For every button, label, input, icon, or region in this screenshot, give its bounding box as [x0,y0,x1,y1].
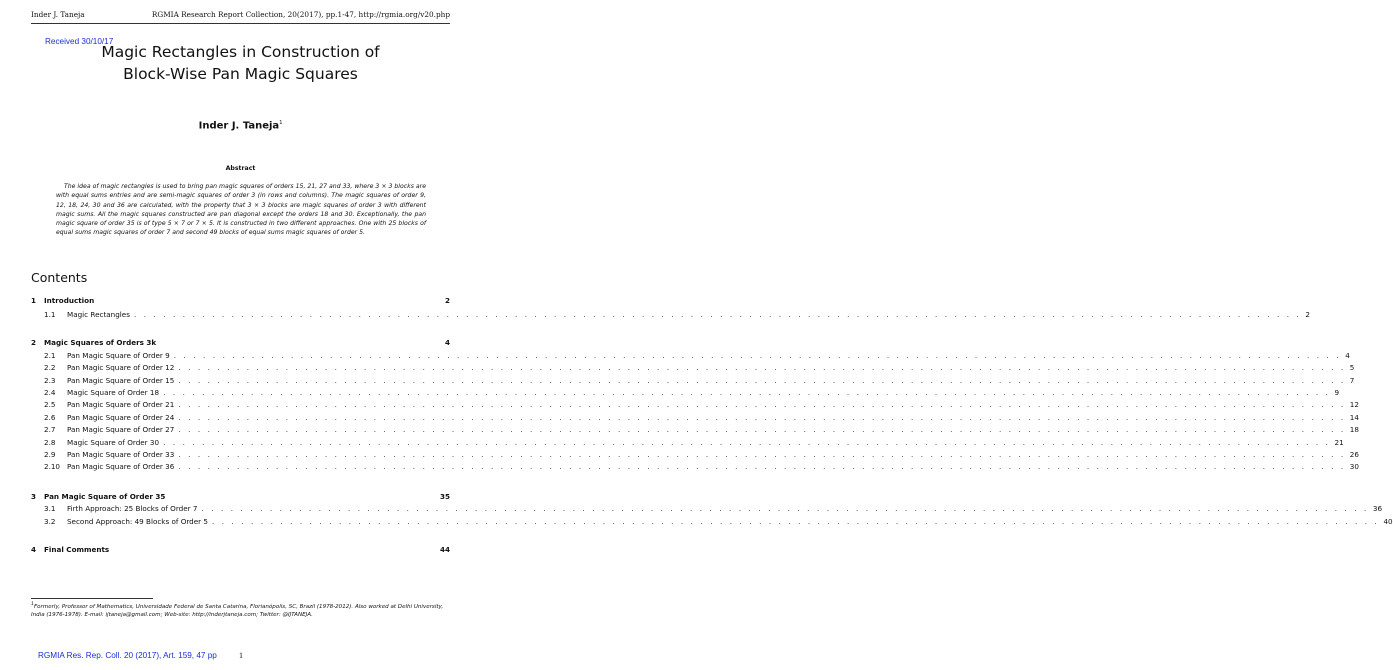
toc-page-number: 14 [1349,413,1359,422]
toc-page-number: 4 [444,338,450,347]
page-number: 1 [239,651,243,660]
author-name: Inder J. Taneja [198,120,280,132]
toc-subsection[interactable] [31,413,1359,424]
toc-title: Pan Magic Square of Order 9 [67,351,170,360]
toc-leader-dots: . . . . . . . . . . . . . . . . . . . . . . . . . . . . . . . . . . . . . . . . . . . . . . . . . . . . . . . . . . . . . . . . . . . . . . . . . . . . . . . . . . . . . . . . . . . . . . . . . . . . . . . . . . . . . . . . . . . . . . . . [173,351,1342,360]
toc-number: 3 [31,492,37,501]
toc-section[interactable] [31,545,450,556]
toc-page-number: 12 [1349,400,1359,409]
toc-leader-dots: . . . . . . . . . . . . . . . . . . . . . . . . . . . . . . . . . . . . . . . . . . . . . . . . . . . . . . . . . . . . . . . . . . . . . . . . . . . . . . . . . . . . . . . . . . . . . . . . . . . . . . . . . . . . . . . . . . . . . . . . [178,376,1346,385]
toc-number: 2.5 [44,400,56,409]
toc-leader-dots: . . . . . . . . . . . . . . . . . . . . . . . . . . . . . . . . . . . . . . . . . . . . . . . . . . . . . . . . . . . . . . . . . . . . . . . . . . . . . . . . . . . . . . . . . . . . . . . . . . . . . . . . . . . . . . . . . . . . . . . . [178,462,1346,471]
footnote-text: Formerly, Professor of Mathematics, Universidade Federal de Santa Catarina, Florianópolis, SC, Brazil (1978-2012). Also worked at Delhi University, India (1976-1978). E-mail: ijtaneja@gmail.com; Web-site: http://inderjtaneja.com; Twitter: @IJTANEJA. [31,603,444,619]
title-line-1: Magic Rectangles in Construction of [101,43,380,61]
toc-title: Pan Magic Square of Order 27 [67,425,175,434]
toc-number: 4 [31,545,37,554]
footnote-mark: 1 [31,602,34,607]
toc-section[interactable] [31,338,450,349]
toc-section[interactable] [31,296,450,307]
toc-title: Pan Magic Square of Order 15 [67,376,175,385]
toc-number: 2.1 [44,351,56,360]
toc-subsection[interactable] [31,504,1383,515]
toc-subsection[interactable] [31,310,1310,321]
toc-number: 2.2 [44,363,56,372]
header-journal: RGMIA Research Report Collection, 20(2017), pp.1-47, http://rgmia.org/v20.php [151,10,450,19]
abstract-heading: Abstract [225,165,256,172]
received-stamp: Received 30/10/17 [45,37,114,46]
toc-number: 2.3 [44,376,56,385]
table-of-contents [31,0,1393,670]
header-author: Inder J. Taneja [31,10,85,19]
abstract-text: The idea of magic rectangles is used to bring pan magic squares of orders 15, 21, 27 and 33, where 3 × 3 blocks are with equal sums entries and are semi-magic squares of order 3 (in rows and columns). The magic squares of order 9, 12, 18, 24, 30 and 36 are calculated, with the property that 3 × 3 blocks are magic squares of order 3 with different magic sums. All the magic squares constructed are pan diagonal except the orders 18 and 30. Exceptionally, the pan magic square of order 35 is of type 5 × 7 or 7 × 5. It is constructed in two different approaches. One with 25 blocks of equal sums magic squares of order 7 and second 49 blocks of equal sums magic squares of order 5. [56,183,426,237]
footer-citation: RGMIA Res. Rep. Coll. 20 (2017), Art. 159, 47 pp [38,651,217,660]
footnote-rule [31,598,153,599]
footnote [31,601,450,619]
toc-title: Second Approach: 49 Blocks of Order 5 [67,517,208,526]
toc-subsection[interactable] [31,388,1340,399]
contents-heading: Contents [31,270,88,285]
toc-page-number: 35 [439,492,450,501]
toc-title: Magic Square of Order 18 [67,388,160,397]
toc-page-number: 36 [1372,504,1383,513]
toc-subsection[interactable] [31,517,1393,528]
toc-page-number: 2 [1305,310,1310,319]
toc-number: 2 [31,338,37,347]
toc-number: 2.10 [44,462,61,471]
toc-subsection[interactable] [31,363,1355,374]
toc-page-number: 2 [444,296,450,305]
toc-page-number: 4 [1345,351,1350,360]
toc-subsection[interactable] [31,376,1355,387]
toc-subsection[interactable] [31,351,1350,362]
toc-title: Firth Approach: 25 Blocks of Order 7 [67,504,198,513]
toc-page-number: 30 [1349,462,1359,471]
toc-leader-dots: . . . . . . . . . . . . . . . . . . . . . . . . . . . . . . . . . . . . . . . . . . . . . . . . . . . . . . . . . . . . . . . . . . . . . . . . . . . . . . . . . . . . . . . . . . . . . . . . . . . . . . . . . . . . . . . . . . . . . . . . [211,517,1380,526]
toc-subsection[interactable] [31,400,1359,411]
toc-page-number: 18 [1349,425,1359,434]
toc-section[interactable] [31,492,450,503]
toc-leader-dots: . . . . . . . . . . . . . . . . . . . . . . . . . . . . . . . . . . . . . . . . . . . . . . . . . . . . . . . . . . . . . . . . . . . . . . . . . . . . . . . . . . . . . . . . . . . . . . . . . . . . . . . . . . . . . . . . . . . . . . . . [133,310,1302,319]
toc-subsection[interactable] [31,438,1344,449]
toc-page-number: 26 [1349,450,1359,459]
toc-leader-dots: . . . . . . . . . . . . . . . . . . . . . . . . . . . . . . . . . . . . . . . . . . . . . . . . . . . . . . . . . . . . . . . . . . . . . . . . . . . . . . . . . . . . . . . . . . . . . . . . . . . . . . . . . . . . . . . . . . . . . . . . [178,400,1346,409]
toc-leader-dots: . . . . . . . . . . . . . . . . . . . . . . . . . . . . . . . . . . . . . . . . . . . . . . . . . . . . . . . . . . . . . . . . . . . . . . . . . . . . . . . . . . . . . . . . . . . . . . . . . . . . . . . . . . . . . . . . . . . . . . . . [163,388,1331,397]
title-line-2: Block-Wise Pan Magic Squares [123,65,358,83]
toc-title: Magic Squares of Orders 3k [44,338,157,347]
toc-number: 2.8 [44,438,56,447]
toc-number: 3.1 [44,504,56,513]
toc-title: Pan Magic Square of Order 35 [44,492,166,501]
toc-subsection[interactable] [31,425,1359,436]
toc-title: Magic Rectangles [67,310,130,319]
toc-subsection[interactable] [31,450,1359,461]
toc-leader-dots: . . . . . . . . . . . . . . . . . . . . . . . . . . . . . . . . . . . . . . . . . . . . . . . . . . . . . . . . . . . . . . . . . . . . . . . . . . . . . . . . . . . . . . . . . . . . . . . . . . . . . . . . . . . . . . . . . . . . . . . . [178,413,1346,422]
toc-page-number: 9 [1334,388,1340,397]
toc-title: Pan Magic Square of Order 33 [67,450,175,459]
toc-number: 1 [31,296,37,305]
toc-number: 2.9 [44,450,56,459]
toc-page-number: 44 [439,545,450,554]
toc-leader-dots: . . . . . . . . . . . . . . . . . . . . . . . . . . . . . . . . . . . . . . . . . . . . . . . . . . . . . . . . . . . . . . . . . . . . . . . . . . . . . . . . . . . . . . . . . . . . . . . . . . . . . . . . . . . . . . . . . . . . . . . . [178,363,1346,372]
toc-leader-dots: . . . . . . . . . . . . . . . . . . . . . . . . . . . . . . . . . . . . . . . . . . . . . . . . . . . . . . . . . . . . . . . . . . . . . . . . . . . . . . . . . . . . . . . . . . . . . . . . . . . . . . . . . . . . . . . . . . . . . . . . [178,450,1346,459]
toc-title: Pan Magic Square of Order 24 [67,413,175,422]
toc-number: 1.1 [44,310,56,319]
toc-number: 2.6 [44,413,56,422]
toc-leader-dots: . . . . . . . . . . . . . . . . . . . . . . . . . . . . . . . . . . . . . . . . . . . . . . . . . . . . . . . . . . . . . . . . . . . . . . . . . . . . . . . . . . . . . . . . . . . . . . . . . . . . . . . . . . . . . . . . . . . . . . . . [163,438,1331,447]
toc-leader-dots: . . . . . . . . . . . . . . . . . . . . . . . . . . . . . . . . . . . . . . . . . . . . . . . . . . . . . . . . . . . . . . . . . . . . . . . . . . . . . . . . . . . . . . . . . . . . . . . . . . . . . . . . . . . . . . . . . . . . . . . . [178,425,1346,434]
toc-number: 2.7 [44,425,56,434]
toc-subsection[interactable] [31,462,1359,473]
toc-title: Pan Magic Square of Order 21 [67,400,175,409]
author-footnote-mark: 1 [279,120,283,126]
toc-title: Introduction [44,296,95,305]
toc-page-number: 21 [1334,438,1344,447]
toc-number: 3.2 [44,517,56,526]
toc-page-number: 40 [1383,517,1393,526]
toc-title: Magic Square of Order 30 [67,438,160,447]
toc-page-number: 5 [1349,363,1355,372]
toc-number: 2.4 [44,388,56,397]
toc-title: Pan Magic Square of Order 12 [67,363,175,372]
toc-title: Final Comments [44,545,110,554]
toc-leader-dots: . . . . . . . . . . . . . . . . . . . . . . . . . . . . . . . . . . . . . . . . . . . . . . . . . . . . . . . . . . . . . . . . . . . . . . . . . . . . . . . . . . . . . . . . . . . . . . . . . . . . . . . . . . . . . . . . . . . . . . . . [201,504,1369,513]
toc-page-number: 7 [1349,376,1355,385]
toc-title: Pan Magic Square of Order 36 [67,462,175,471]
